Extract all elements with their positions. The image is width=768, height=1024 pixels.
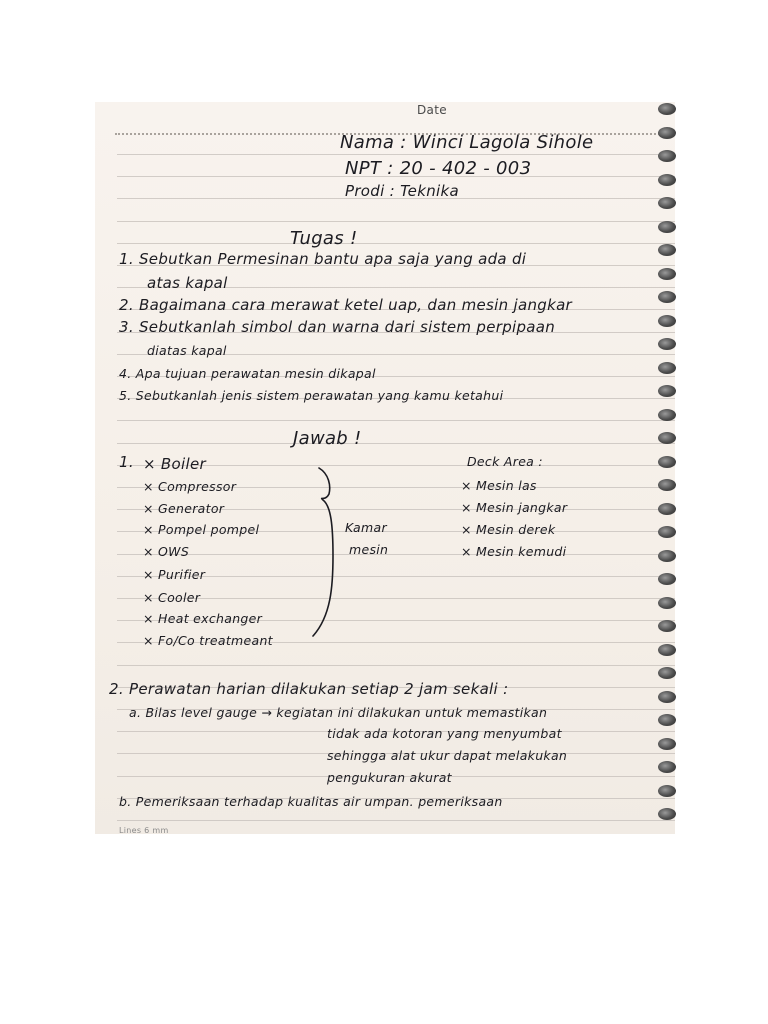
spiral-ring bbox=[658, 127, 676, 139]
deck-item: × Mesin jangkar bbox=[461, 500, 568, 515]
answer2-line: b. Pemeriksaan terhadap kualitas air umpan. pemeriksaan bbox=[119, 794, 503, 809]
spiral-ring bbox=[658, 268, 676, 280]
spiral-ring bbox=[658, 785, 676, 797]
engine-item: × Cooler bbox=[143, 590, 201, 605]
jawab-title: Jawab ! bbox=[293, 428, 362, 449]
student-name: Nama : Winci Lagola Sihole bbox=[340, 132, 594, 153]
spiral-ring bbox=[658, 808, 676, 820]
spiral-binding bbox=[652, 95, 682, 825]
spiral-ring bbox=[658, 362, 676, 374]
spiral-ring bbox=[658, 244, 676, 256]
tugas-line: diatas kapal bbox=[147, 343, 227, 358]
tugas-line: 1. Sebutkan Permesinan bantu apa saja yang ada di bbox=[119, 250, 527, 268]
notebook-page bbox=[95, 102, 675, 834]
spiral-ring bbox=[658, 691, 676, 703]
engine-item: × OWS bbox=[143, 544, 190, 559]
answer2-line: pengukuran akurat bbox=[327, 770, 452, 785]
engine-item: × Purifier bbox=[143, 567, 206, 582]
answer2-line: sehingga alat ukur dapat melakukan bbox=[327, 748, 568, 763]
tugas-line: 5. Sebutkanlah jenis sistem perawatan yang kamu ketahui bbox=[119, 388, 504, 403]
spiral-ring bbox=[658, 573, 676, 585]
spiral-ring bbox=[658, 197, 676, 209]
curly-bracket-icon bbox=[309, 466, 339, 638]
ruled-line bbox=[117, 154, 675, 155]
deck-title: Deck Area : bbox=[467, 454, 543, 469]
spiral-ring bbox=[658, 174, 676, 186]
tugas-line: atas kapal bbox=[147, 274, 228, 292]
ruled-line bbox=[117, 820, 675, 821]
ruled-line bbox=[117, 665, 675, 666]
spiral-ring bbox=[658, 385, 676, 397]
ruling-note: Lines 6 mm bbox=[119, 826, 169, 834]
answer2-line: tidak ada kotoran yang menyumbat bbox=[327, 726, 562, 741]
spiral-ring bbox=[658, 103, 676, 115]
spiral-ring bbox=[658, 620, 676, 632]
bracket-label: Kamar bbox=[345, 520, 387, 535]
ruled-line bbox=[117, 221, 675, 222]
tugas-line: 2. Bagaimana cara merawat ketel uap, dan mesin jangkar bbox=[119, 296, 573, 314]
bracket-label: mesin bbox=[349, 542, 389, 557]
engine-item: × Generator bbox=[143, 501, 225, 516]
spiral-ring bbox=[658, 291, 676, 303]
answer-number: 1. bbox=[119, 453, 134, 471]
engine-item: × Fo/Co treatmeant bbox=[143, 633, 273, 648]
spiral-ring bbox=[658, 761, 676, 773]
student-prodi: Prodi : Teknika bbox=[345, 182, 459, 200]
ruled-line bbox=[117, 443, 675, 444]
spiral-ring bbox=[658, 409, 676, 421]
ruled-line bbox=[117, 554, 675, 555]
deck-item: × Mesin las bbox=[461, 478, 537, 493]
spiral-ring bbox=[658, 315, 676, 327]
spiral-ring bbox=[658, 667, 676, 679]
spiral-ring bbox=[658, 714, 676, 726]
ruled-line bbox=[117, 243, 675, 244]
deck-item: × Mesin kemudi bbox=[461, 544, 567, 559]
student-npt: NPT : 20 - 402 - 003 bbox=[345, 158, 532, 179]
spiral-ring bbox=[658, 503, 676, 515]
spiral-ring bbox=[658, 150, 676, 162]
spiral-ring bbox=[658, 221, 676, 233]
engine-item: × Pompel pompel bbox=[143, 522, 260, 537]
tugas-title: Tugas ! bbox=[290, 228, 358, 249]
spiral-ring bbox=[658, 644, 676, 656]
tugas-line: 3. Sebutkanlah simbol dan warna dari sistem perpipaan bbox=[119, 318, 556, 336]
ruled-line bbox=[117, 598, 675, 599]
spiral-ring bbox=[658, 526, 676, 538]
answer2-line: a. Bilas level gauge → kegiatan ini dilakukan untuk memastikan bbox=[129, 705, 548, 720]
spiral-ring bbox=[658, 550, 676, 562]
date-label: Date bbox=[417, 103, 447, 117]
answer2-line: 2. Perawatan harian dilakukan setiap 2 jam sekali : bbox=[109, 680, 509, 698]
engine-item: × Compressor bbox=[143, 479, 237, 494]
deck-item: × Mesin derek bbox=[461, 522, 556, 537]
spiral-ring bbox=[658, 456, 676, 468]
spiral-ring bbox=[658, 479, 676, 491]
ruled-line bbox=[117, 420, 675, 421]
spiral-ring bbox=[658, 432, 676, 444]
spiral-ring bbox=[658, 338, 676, 350]
spiral-ring bbox=[658, 597, 676, 609]
tugas-line: 4. Apa tujuan perawatan mesin dikapal bbox=[119, 366, 376, 381]
spiral-ring bbox=[658, 738, 676, 750]
engine-item: × Boiler bbox=[143, 455, 206, 473]
engine-item: × Heat exchanger bbox=[143, 611, 263, 626]
